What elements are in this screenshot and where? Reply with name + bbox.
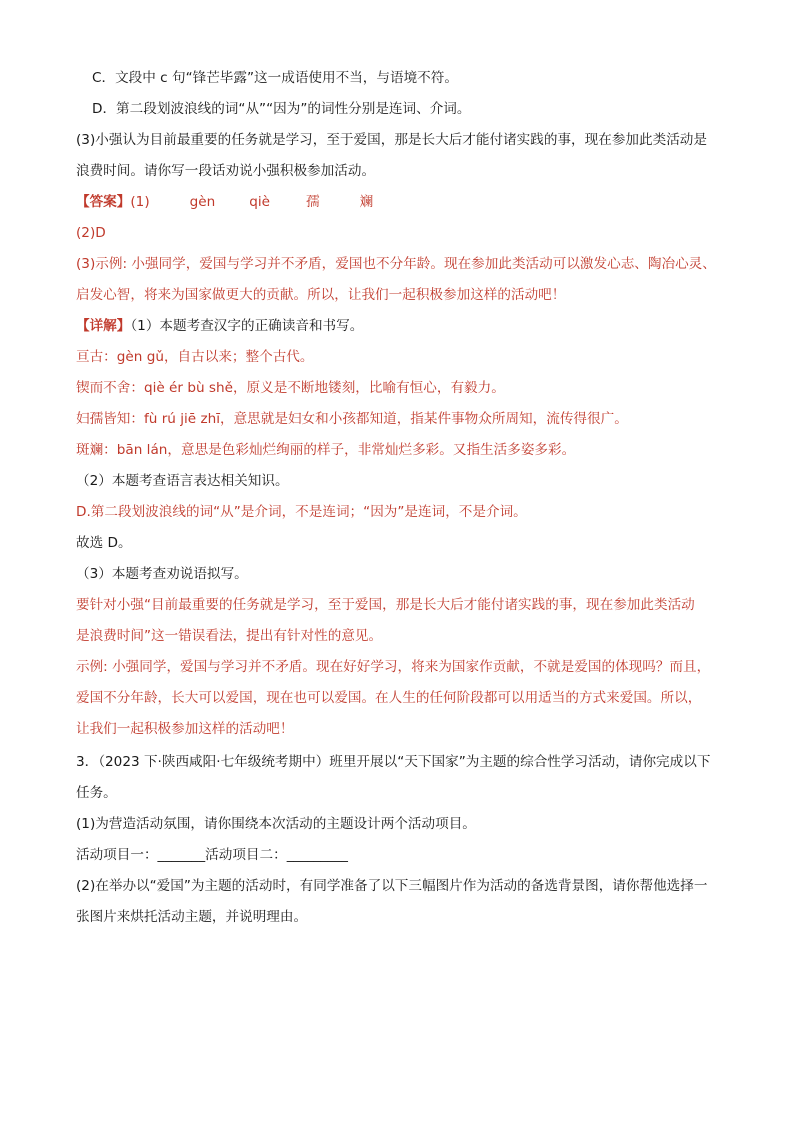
activity-items-blank: 活动项目一：_______活动项目二：_________ bbox=[76, 847, 348, 863]
answer-3-line-2: 启发心智，将来为国家做更大的贡献。所以，让我们一起积极参加这样的活动吧！ bbox=[76, 287, 566, 303]
answer-label: 【答案】 bbox=[76, 194, 131, 210]
detail-2-text: D.第二段划波浪线的词“从”是介词，不是连词；“因为”是连词，不是介词。 bbox=[76, 504, 527, 520]
detail-qieerbushe: 锲而不舍：qiè ér bù shě，原义是不断地镂刻，比喻有恒心，有毅力。 bbox=[76, 380, 505, 396]
detail-label: 【详解】 bbox=[76, 318, 131, 334]
question-3-title-2: 任务。 bbox=[76, 785, 117, 801]
question-3-line-1: (3)小强认为目前最重要的任务就是学习，至于爱国，那是长大后才能付诸实践的事，现在参加此类活动是 bbox=[76, 132, 707, 148]
detail-3-line-2: 是浪费时间”这一错误看法，提出有针对性的意见。 bbox=[76, 628, 383, 644]
answer-item-1: (1) bbox=[130, 194, 150, 210]
detail-2-conclusion: 故选 D。 bbox=[76, 535, 132, 551]
detail-3-line-1: 要针对小强“目前最重要的任务就是学习，至于爱国，那是长大后才能付诸实践的事，现在参加此类活动 bbox=[76, 597, 695, 613]
option-d: D．第二段划波浪线的词“从”“因为”的词性分别是连词、介词。 bbox=[92, 101, 471, 117]
answer-item-4: 孺 bbox=[306, 194, 320, 210]
detail-3-example-3: 让我们一起积极参加这样的活动吧！ bbox=[76, 721, 294, 737]
question-3-title-1: 3．（2023 下·陕西咸阳·七年级统考期中）班里开展以“天下国家”为主题的综合性学习活动，请你完成以下 bbox=[76, 754, 711, 770]
detail-3-example-2: 爱国不分年龄，长大可以爱国，现在也可以爱国。在人生的任何阶段都可以用适当的方式来爱国。所以， bbox=[76, 690, 702, 706]
detail-3-example-1: 示例: 小强同学，爱国与学习并不矛盾。现在好好学习，将来为国家作贡献，不就是爱国的体现吗？而且， bbox=[76, 659, 711, 675]
subquestion-2-line-1: (2)在举办以“爱国”为主题的活动时，有同学准备了以下三幅图片作为活动的备选背景图，请你帮他选择一 bbox=[76, 878, 708, 894]
answer-item-2: gèn bbox=[189, 194, 216, 210]
question-3-line-2: 浪费时间。请你写一段话劝说小强积极参加活动。 bbox=[76, 163, 376, 179]
option-c: C．文段中 c 句“锋芒毕露”这一成语使用不当，与语境不符。 bbox=[92, 70, 458, 86]
detail-2-heading: （2）本题考查语言表达相关知识。 bbox=[76, 473, 289, 489]
answer-3-line-1: (3)示例: 小强同学，爱国与学习并不矛盾，爱国也不分年龄。现在参加此类活动可以激发心志、陶冶心灵、 bbox=[76, 256, 716, 272]
detail-genggu: 亘古：gèn gǔ，自古以来；整个古代。 bbox=[76, 349, 314, 365]
detail-banlan: 斑斓：bān lán，意思是色彩灿烂绚丽的样子，非常灿烂多彩。又指生活多姿多彩。 bbox=[76, 442, 576, 458]
subquestion-2-line-2: 张图片来烘托活动主题，并说明理由。 bbox=[76, 909, 308, 925]
detail-row bbox=[76, 316, 726, 336]
subquestion-1: (1)为营造活动氛围，请你围绕本次活动的主题设计两个活动项目。 bbox=[76, 816, 476, 832]
answer-item-5: 斓 bbox=[359, 194, 374, 210]
answer-item-3: qiè bbox=[249, 194, 271, 210]
answer-row bbox=[76, 192, 726, 212]
detail-text: （1）本题考查汉字的正确读音和书写。 bbox=[130, 318, 364, 334]
detail-3-heading: （3）本题考查劝说语拟写。 bbox=[76, 566, 248, 582]
detail-furujiezhi: 妇孺皆知：fù rú jiē zhī，意思就是妇女和小孩都知道，指某件事物众所周知，流传得很广。 bbox=[76, 411, 628, 427]
answer-2: (2)D bbox=[76, 225, 106, 241]
